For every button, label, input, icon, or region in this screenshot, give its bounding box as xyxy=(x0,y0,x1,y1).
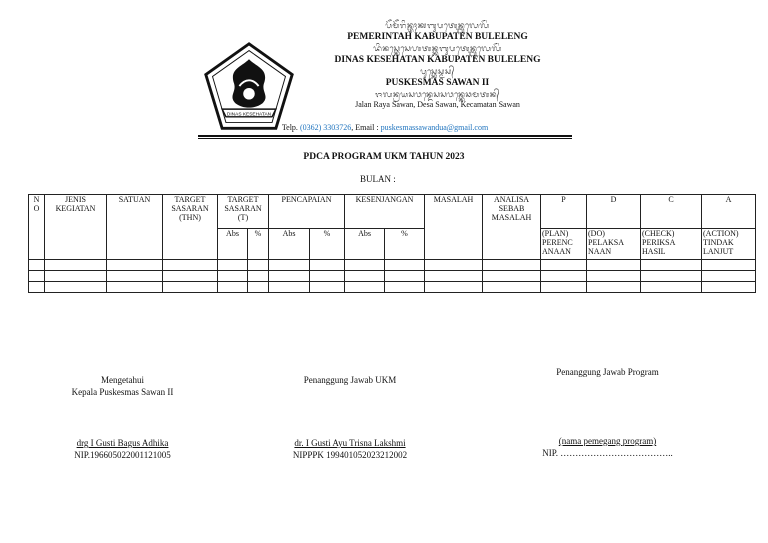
sig-right-nip: NIP. ……………………………….. xyxy=(542,448,673,458)
balinese-line-2: ᬤᬶᬦᬲ᭄ᬓᬾᬲᬾᬳᬢᬦ᭄ᬓᬩᬸᬧᬢᬾᬦ᭄ᬩᬸᬮᬾᬮᭂᬂ xyxy=(373,44,502,53)
table-row xyxy=(29,271,756,282)
balinese-line-3: ᬧᬸᬲ᭄ᬓᬾᬲ᭄ᬫᬲ᭄ xyxy=(420,67,455,76)
address: Jalan Raya Sawan, Desa Sawan, Kecamatan Sawan xyxy=(355,100,520,109)
header-target-thn: TARGET SASARAN (THN) xyxy=(163,195,218,260)
header-d: D xyxy=(587,195,641,229)
contact-line xyxy=(195,123,575,132)
signature-block-ukm xyxy=(260,374,440,386)
header-satuan: SATUAN xyxy=(107,195,163,260)
sub-target-abs: Abs xyxy=(218,229,248,260)
sub-pencapaian-pct: % xyxy=(310,229,345,260)
sub-action: (ACTION) TINDAK LANJUT xyxy=(702,229,756,260)
sig-right-name: (nama pemegang program) xyxy=(558,436,657,446)
sig-middle-nip: NIPPPK 199401052023212002 xyxy=(292,450,408,460)
sub-target-pct: % xyxy=(248,229,269,260)
header-analisa: ANALISA SEBAB MASALAH xyxy=(483,195,541,260)
signature-head-name-block xyxy=(40,437,205,461)
department-name: DINAS KESEHATAN KABUPATEN BULELENG xyxy=(334,55,541,65)
document-month: BULAN : xyxy=(360,174,396,184)
pdca-table xyxy=(28,194,756,293)
letterhead-divider-thick xyxy=(198,135,572,137)
regency-emblem-icon xyxy=(201,40,297,136)
signature-program-name-block xyxy=(520,435,695,459)
sub-kesenjangan-abs: Abs xyxy=(345,229,385,260)
signature-ukm-name-block xyxy=(260,437,440,461)
phone-number[interactable]: (0362) 3303726 xyxy=(299,123,352,132)
header-kesenjangan: KESENJANGAN xyxy=(345,195,425,229)
sub-do: (DO) PELAKSA NAAN xyxy=(587,229,641,260)
sig-middle-name: dr. I Gusti Ayu Trisna Lakshmi xyxy=(294,438,406,448)
sub-kesenjangan-pct: % xyxy=(385,229,425,260)
sig-left-line1: Mengetahui xyxy=(101,375,144,385)
table-row xyxy=(29,260,756,271)
header-target-t: TARGET SASARAN (T) xyxy=(218,195,269,229)
balinese-line-1: ᬧᭂᬫᭂᬭᬶᬦ᭄ᬢᬄᬓᬩᬸᬧᬢᬾᬦ᭄ᬩᬸᬮᬾᬮᭂᬂ xyxy=(385,21,490,30)
sig-left-nip: NIP.196605022001121005 xyxy=(74,450,171,460)
phone-label: Telp. xyxy=(281,123,300,132)
letterhead-divider-thin xyxy=(198,138,572,139)
header-pencapaian: PENCAPAIAN xyxy=(269,195,345,229)
header-jenis-kegiatan: JENIS KEGIATAN xyxy=(45,195,107,260)
table-header-row xyxy=(29,195,756,229)
balinese-line-4: ᬚᬮᬦ᭄ᬭᬬᬲᬯᬦ᭄ᬤᬾᬲᬲᬯᬦ᭄ᬓᬾᬘᬫᬢᬦ᭄ xyxy=(375,90,500,99)
header-no: N O xyxy=(29,195,45,260)
signature-block-program xyxy=(520,366,695,378)
letterhead-text xyxy=(295,20,580,110)
sub-pencapaian-abs: Abs xyxy=(269,229,310,260)
sub-plan: (PLAN) PERENC ANAAN xyxy=(541,229,587,260)
sig-left-name: drg I Gusti Bagus Adhika xyxy=(76,438,169,448)
header-a: A xyxy=(702,195,756,229)
document-title: PDCA PROGRAM UKM TAHUN 2023 xyxy=(303,152,465,162)
table-row xyxy=(29,282,756,293)
signature-block-head xyxy=(40,374,205,398)
email-link[interactable]: puskesmassawandua@gmail.com xyxy=(380,123,489,132)
sig-left-line2: Kepala Puskesmas Sawan II xyxy=(71,387,174,397)
letterhead xyxy=(195,20,575,138)
sig-right-line1: Penanggung Jawab Program xyxy=(556,367,659,377)
emblem-banner-text: DINAS KESEHATAN xyxy=(226,112,272,118)
organization-name: PUSKESMAS SAWAN II xyxy=(385,78,490,88)
government-name: PEMERINTAH KABUPATEN BULELENG xyxy=(347,32,528,42)
header-c: C xyxy=(641,195,702,229)
sig-middle-line1: Penanggung Jawab UKM xyxy=(303,375,397,385)
header-p: P xyxy=(541,195,587,229)
header-masalah: MASALAH xyxy=(425,195,483,260)
sub-check: (CHECK) PERIKSA HASIL xyxy=(641,229,702,260)
email-label: , Email : xyxy=(351,123,381,132)
